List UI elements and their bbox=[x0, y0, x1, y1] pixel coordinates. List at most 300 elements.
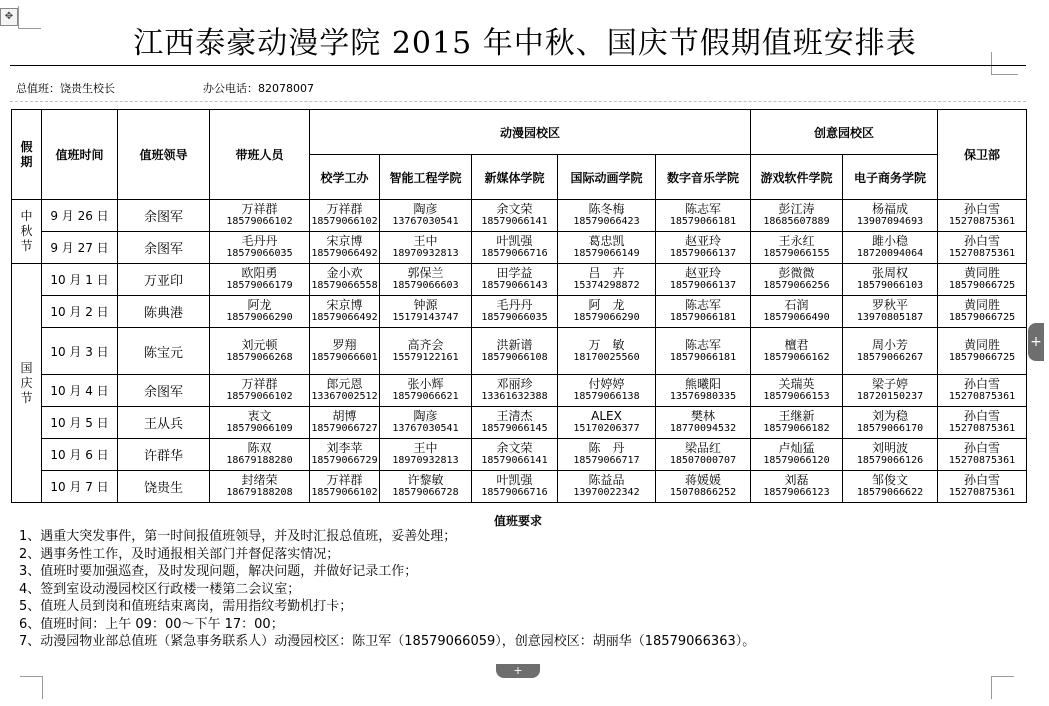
person-phone: 18579066716 bbox=[481, 487, 548, 498]
person-phone: 15270875361 bbox=[948, 423, 1016, 434]
person-phone: 18579066725 bbox=[948, 351, 1016, 363]
person-name: 陈志军 bbox=[684, 337, 721, 352]
person-name: 孙白雪 bbox=[964, 202, 1001, 216]
person-name: 叶凯强 bbox=[496, 473, 533, 487]
duty-cell bbox=[472, 232, 558, 264]
duty-cell bbox=[843, 200, 938, 232]
person-name: 万祥群 bbox=[241, 202, 278, 216]
duty-cell bbox=[472, 328, 558, 375]
person-phone: 18579066137 bbox=[669, 248, 737, 259]
duty-cell bbox=[656, 296, 751, 328]
person-name: 洪新谱 bbox=[496, 337, 533, 352]
schedule-body bbox=[12, 200, 1027, 503]
requirement-item: 3、值班时要加强巡查，及时发现问题，解决问题，并做好记录工作； bbox=[19, 564, 418, 579]
person-phone: 18579066603 bbox=[392, 280, 459, 291]
duty-cell bbox=[938, 375, 1027, 407]
person-name: 邹俊文 bbox=[872, 473, 909, 487]
duty-cell bbox=[751, 471, 843, 503]
person-phone: 18579066179 bbox=[226, 280, 293, 291]
person-phone: 18579066601 bbox=[311, 351, 378, 363]
header-time: 值班时间 bbox=[42, 110, 118, 200]
duty-cell bbox=[310, 375, 380, 407]
person-phone: 18579066729 bbox=[311, 455, 378, 466]
person-name: 梁品红 bbox=[684, 441, 721, 455]
person-name: 吕 卉 bbox=[588, 266, 625, 280]
table-row bbox=[12, 200, 1027, 232]
duty-cell bbox=[751, 328, 843, 375]
person-name: 雎小稳 bbox=[872, 234, 909, 248]
duty-cell bbox=[938, 296, 1027, 328]
person-phone: 18579066621 bbox=[392, 391, 459, 402]
person-name: 刘李苹 bbox=[326, 441, 363, 455]
person-name: 梁子婷 bbox=[872, 377, 909, 391]
requirements-list bbox=[19, 528, 755, 651]
info-divider bbox=[10, 101, 1026, 102]
person-name: 万祥群 bbox=[241, 377, 278, 391]
person-name: 许黎敏 bbox=[407, 473, 444, 487]
person-name: 余文荣 bbox=[496, 441, 533, 455]
duty-cell bbox=[656, 200, 751, 232]
title-divider bbox=[10, 65, 1026, 66]
person-phone: 18579066181 bbox=[669, 351, 737, 363]
duty-cell bbox=[938, 328, 1027, 375]
table-row bbox=[12, 264, 1027, 296]
duty-cell bbox=[751, 296, 843, 328]
duty-leader: 余图军 bbox=[118, 375, 210, 407]
person-name: 付婷婷 bbox=[588, 377, 625, 391]
person-phone: 18679188208 bbox=[226, 487, 293, 498]
duty-cell bbox=[656, 328, 751, 375]
requirements-title: 值班要求 bbox=[493, 514, 542, 528]
person-name: 黄同胜 bbox=[964, 266, 1001, 280]
person-name: 阿龙 bbox=[247, 298, 272, 312]
person-name: 宋京博 bbox=[326, 298, 363, 312]
person-name: 彭江涛 bbox=[778, 202, 815, 216]
duty-cell bbox=[938, 407, 1027, 439]
person-name: 王永红 bbox=[778, 234, 815, 248]
duty-cell bbox=[656, 232, 751, 264]
duty-cell bbox=[472, 375, 558, 407]
duty-leader: 王从兵 bbox=[118, 407, 210, 439]
duty-cell bbox=[310, 407, 380, 439]
duty-cell bbox=[472, 264, 558, 296]
person-name: 熊曦阳 bbox=[684, 377, 721, 391]
person-phone: 18579066423 bbox=[573, 216, 640, 227]
move-handle-icon[interactable]: ✥ bbox=[0, 8, 18, 26]
person-phone: 18679188280 bbox=[226, 455, 293, 466]
person-name: 阿 龙 bbox=[588, 298, 625, 312]
person-name: 毛丹丹 bbox=[496, 298, 533, 312]
staff-cell bbox=[210, 471, 310, 503]
duty-cell bbox=[558, 439, 656, 471]
page-title: 江西泰豪动漫学院 2015 年中秋、国庆节假期值班安排表 bbox=[133, 26, 917, 61]
person-name: 陶彦 bbox=[413, 202, 438, 216]
person-phone: 18579066102 bbox=[311, 216, 378, 227]
duty-leader: 陈典港 bbox=[118, 296, 210, 328]
header-dept: 电子商务学院 bbox=[843, 155, 938, 200]
header-security: 保卫部 bbox=[938, 110, 1027, 200]
table-row bbox=[12, 232, 1027, 264]
person-phone: 18579066141 bbox=[481, 216, 548, 227]
person-name: 孙白雪 bbox=[964, 473, 1001, 487]
duty-cell bbox=[938, 471, 1027, 503]
person-name: 陈益品 bbox=[588, 473, 625, 487]
person-phone: 18579066145 bbox=[481, 423, 548, 434]
person-name: 黄同胜 bbox=[964, 298, 1001, 312]
person-phone: 18579066102 bbox=[311, 487, 378, 498]
person-name: 罗秋平 bbox=[872, 298, 909, 312]
person-phone: 15270875361 bbox=[948, 391, 1016, 402]
staff-cell bbox=[210, 232, 310, 264]
person-name: 关瑞英 bbox=[778, 377, 815, 391]
duty-cell bbox=[558, 232, 656, 264]
person-phone: 18579066181 bbox=[669, 216, 737, 227]
person-phone: 18685607889 bbox=[763, 216, 830, 227]
duty-cell bbox=[558, 407, 656, 439]
person-phone: 18579066108 bbox=[481, 351, 548, 363]
duty-date: 10 月 6 日 bbox=[42, 439, 118, 471]
duty-cell bbox=[310, 439, 380, 471]
person-name: 毛丹丹 bbox=[241, 234, 278, 248]
person-phone: 18579066143 bbox=[481, 280, 548, 291]
duty-cell bbox=[843, 375, 938, 407]
duty-cell bbox=[656, 375, 751, 407]
person-phone: 18579066492 bbox=[311, 312, 378, 323]
duty-cell bbox=[380, 328, 472, 375]
duty-date: 10 月 2 日 bbox=[42, 296, 118, 328]
duty-cell bbox=[380, 439, 472, 471]
duty-cell bbox=[472, 407, 558, 439]
staff-cell bbox=[210, 328, 310, 375]
staff-cell bbox=[210, 264, 310, 296]
duty-cell bbox=[843, 264, 938, 296]
person-name: 葛忠凯 bbox=[588, 234, 625, 248]
person-name: 张小辉 bbox=[407, 377, 444, 391]
duty-cell bbox=[472, 296, 558, 328]
requirement-item: 6、值班时间：上午 09：00～下午 17：00； bbox=[19, 616, 284, 632]
duty-leader: 余图军 bbox=[118, 232, 210, 264]
duty-cell bbox=[558, 264, 656, 296]
duty-date: 10 月 3 日 bbox=[42, 328, 118, 375]
person-phone: 15270875361 bbox=[948, 216, 1016, 227]
person-name: 孙白雪 bbox=[964, 409, 1001, 423]
person-name: 赵亚玲 bbox=[684, 234, 721, 248]
person-name: 陈冬梅 bbox=[588, 202, 625, 216]
duty-cell bbox=[380, 407, 472, 439]
person-phone: 18579066725 bbox=[948, 280, 1016, 291]
person-name: 石润 bbox=[784, 298, 809, 312]
duty-cell bbox=[310, 232, 380, 264]
person-name: 周小芳 bbox=[872, 337, 909, 352]
holiday-mid-autumn: 中 秋 节 bbox=[12, 200, 42, 264]
header-dept: 游戏软件学院 bbox=[751, 155, 843, 200]
duty-date: 9 月 27 日 bbox=[42, 232, 118, 264]
person-phone: 18579066153 bbox=[763, 391, 830, 402]
person-name: 王中 bbox=[413, 441, 438, 455]
person-name: 蒋媛媛 bbox=[684, 473, 721, 487]
header-holiday: 假 期 bbox=[12, 110, 42, 200]
person-phone: 18579066102 bbox=[226, 391, 293, 402]
expand-bottom-icon[interactable]: + bbox=[496, 664, 540, 678]
person-name: 樊林 bbox=[690, 409, 715, 423]
person-phone: 13576980335 bbox=[669, 391, 737, 402]
person-phone: 13767030541 bbox=[392, 423, 459, 434]
person-phone: 13361632388 bbox=[481, 391, 548, 402]
person-name: 高齐会 bbox=[407, 337, 444, 352]
duty-cell bbox=[751, 200, 843, 232]
duty-cell bbox=[558, 375, 656, 407]
person-phone: 18579066490 bbox=[763, 312, 830, 323]
person-phone: 18579066725 bbox=[948, 312, 1016, 323]
header-leader: 值班领导 bbox=[118, 110, 210, 200]
duty-cell bbox=[558, 296, 656, 328]
person-phone: 18579066126 bbox=[856, 455, 924, 466]
person-name: 孙白雪 bbox=[964, 377, 1001, 391]
duty-cell bbox=[380, 232, 472, 264]
person-phone: 18579066181 bbox=[669, 312, 737, 323]
duty-cell bbox=[843, 232, 938, 264]
person-name: 陶彦 bbox=[413, 409, 438, 423]
person-phone: 18579066102 bbox=[226, 216, 293, 227]
person-phone: 18579066268 bbox=[226, 351, 293, 363]
person-phone: 13767030541 bbox=[392, 216, 459, 227]
duty-cell bbox=[843, 296, 938, 328]
person-phone: 18579066120 bbox=[763, 455, 830, 466]
person-phone: 13970805187 bbox=[856, 312, 924, 323]
header-campus-creative: 创意园校区 bbox=[751, 110, 938, 155]
person-name: 衷文 bbox=[247, 409, 272, 423]
header-dept: 校学工办 bbox=[310, 155, 380, 200]
duty-cell bbox=[558, 471, 656, 503]
page-corner-mark bbox=[991, 676, 1014, 699]
duty-cell bbox=[656, 264, 751, 296]
table-row bbox=[12, 328, 1027, 375]
person-name: 钟源 bbox=[413, 298, 438, 312]
person-phone: 18579066728 bbox=[392, 487, 459, 498]
person-name: 万 敏 bbox=[588, 337, 625, 352]
person-name: 宋京博 bbox=[326, 234, 363, 248]
duty-cell bbox=[751, 264, 843, 296]
person-phone: 18507000707 bbox=[669, 455, 737, 466]
duty-cell bbox=[938, 232, 1027, 264]
person-name: 王继新 bbox=[778, 409, 815, 423]
person-name: 万祥群 bbox=[326, 202, 363, 216]
person-phone: 18579066727 bbox=[311, 423, 378, 434]
header-dept: 新媒体学院 bbox=[472, 155, 558, 200]
duty-cell bbox=[938, 264, 1027, 296]
duty-cell bbox=[310, 471, 380, 503]
duty-date: 10 月 5 日 bbox=[42, 407, 118, 439]
person-phone: 18579066137 bbox=[669, 280, 737, 291]
person-phone: 18579066103 bbox=[856, 280, 924, 291]
person-name: 檀君 bbox=[784, 337, 809, 352]
person-name: 陈志军 bbox=[684, 202, 721, 216]
staff-cell bbox=[210, 200, 310, 232]
duty-cell bbox=[751, 375, 843, 407]
person-name: 余文荣 bbox=[496, 202, 533, 216]
person-name: 刘为稳 bbox=[872, 409, 909, 423]
duty-cell bbox=[843, 407, 938, 439]
duty-leader: 万亚印 bbox=[118, 264, 210, 296]
person-name: 孙白雪 bbox=[964, 234, 1001, 248]
staff-cell bbox=[210, 375, 310, 407]
header-campus-animation: 动漫园校区 bbox=[310, 110, 751, 155]
person-phone: 18579066035 bbox=[226, 248, 293, 259]
person-name: 赵亚玲 bbox=[684, 266, 721, 280]
page-corner-mark bbox=[20, 676, 43, 699]
person-name: 王清杰 bbox=[496, 409, 533, 423]
person-phone: 13970022342 bbox=[573, 487, 640, 498]
person-name: 封绪荣 bbox=[241, 473, 278, 487]
duty-cell bbox=[310, 264, 380, 296]
person-name: 郎元恩 bbox=[326, 377, 363, 391]
person-phone: 18579066035 bbox=[481, 312, 548, 323]
person-name: 邓丽珍 bbox=[496, 377, 533, 391]
duty-leader: 余图军 bbox=[118, 200, 210, 232]
duty-cell bbox=[843, 471, 938, 503]
header-dept: 国际动画学院 bbox=[558, 155, 656, 200]
person-name: 郭保兰 bbox=[407, 266, 444, 280]
person-phone: 18579066155 bbox=[763, 248, 830, 259]
person-phone: 18579066182 bbox=[763, 423, 830, 434]
person-phone: 15579122161 bbox=[392, 351, 459, 363]
expand-right-icon[interactable]: + bbox=[1028, 323, 1044, 361]
duty-cell bbox=[656, 407, 751, 439]
duty-cell bbox=[310, 200, 380, 232]
staff-cell bbox=[210, 296, 310, 328]
header-dept: 智能工程学院 bbox=[380, 155, 472, 200]
duty-date: 10 月 4 日 bbox=[42, 375, 118, 407]
person-name: 金小欢 bbox=[326, 266, 363, 280]
duty-cell bbox=[938, 200, 1027, 232]
office-phone: 办公电话：82078007 bbox=[203, 82, 314, 95]
person-phone: 15270875361 bbox=[948, 248, 1016, 259]
person-phone: 18720150237 bbox=[856, 391, 924, 402]
duty-cell bbox=[843, 328, 938, 375]
duty-cell bbox=[380, 264, 472, 296]
person-name: 卢灿猛 bbox=[778, 441, 815, 455]
staff-cell bbox=[210, 439, 310, 471]
person-phone: 18579066716 bbox=[481, 248, 548, 259]
person-phone: 18579066256 bbox=[763, 280, 830, 291]
person-phone: 15179143747 bbox=[392, 312, 459, 323]
requirement-item: 1、遇重大突发事件，第一时间报值班领导，并及时汇报总值班，妥善处理； bbox=[19, 529, 457, 544]
duty-cell bbox=[472, 439, 558, 471]
duty-cell bbox=[380, 471, 472, 503]
person-name: 田学益 bbox=[496, 266, 533, 280]
duty-leader: 许群华 bbox=[118, 439, 210, 471]
person-name: 王中 bbox=[413, 234, 438, 248]
holiday-national-day: 国 庆 节 bbox=[12, 264, 42, 503]
table-row bbox=[12, 439, 1027, 471]
duty-cell bbox=[380, 296, 472, 328]
person-phone: 18579066149 bbox=[573, 248, 640, 259]
person-name: 张周权 bbox=[872, 266, 909, 280]
person-phone: 13907094693 bbox=[856, 216, 924, 227]
duty-cell bbox=[656, 439, 751, 471]
table-row bbox=[12, 407, 1027, 439]
duty-cell bbox=[558, 328, 656, 375]
person-name: 陈双 bbox=[247, 441, 272, 455]
person-phone: 18579066492 bbox=[311, 248, 378, 259]
duty-cell bbox=[938, 439, 1027, 471]
duty-date: 10 月 7 日 bbox=[42, 471, 118, 503]
person-name: 黄同胜 bbox=[964, 337, 1001, 352]
person-name: 叶凯强 bbox=[496, 234, 533, 248]
person-phone: 18579066162 bbox=[763, 351, 830, 363]
duty-date: 9 月 26 日 bbox=[42, 200, 118, 232]
duty-cell bbox=[656, 471, 751, 503]
header-staff: 带班人员 bbox=[210, 110, 310, 200]
person-phone: 15270875361 bbox=[948, 487, 1016, 498]
person-phone: 18170025560 bbox=[573, 351, 640, 363]
person-name: 刘磊 bbox=[784, 473, 809, 487]
person-phone: 15170206377 bbox=[573, 423, 640, 434]
person-name: 陈志军 bbox=[684, 298, 721, 312]
person-phone: 18579066141 bbox=[481, 455, 548, 466]
duty-cell bbox=[472, 200, 558, 232]
duty-schedule-table bbox=[11, 109, 1027, 503]
requirement-item: 2、遇事务性工作，及时通报相关部门并督促落实情况； bbox=[19, 546, 340, 562]
person-phone: 18579066558 bbox=[311, 280, 378, 291]
person-phone: 18579066622 bbox=[856, 487, 924, 498]
duty-cell bbox=[380, 375, 472, 407]
duty-cell bbox=[751, 232, 843, 264]
header-dept: 数字音乐学院 bbox=[656, 155, 751, 200]
table-row bbox=[12, 296, 1027, 328]
person-name: ALEX bbox=[591, 409, 622, 423]
duty-cell bbox=[558, 200, 656, 232]
person-name: 万祥群 bbox=[326, 473, 363, 487]
person-phone: 18579066717 bbox=[573, 455, 640, 466]
person-name: 彭微微 bbox=[778, 266, 815, 280]
person-phone: 13367002512 bbox=[311, 391, 378, 402]
requirement-item: 4、签到室设动漫园校区行政楼一楼第二会议室； bbox=[19, 581, 301, 597]
person-phone: 18579066123 bbox=[763, 487, 830, 498]
person-name: 刘元顿 bbox=[241, 337, 278, 352]
duty-cell bbox=[751, 439, 843, 471]
staff-cell bbox=[210, 407, 310, 439]
person-phone: 18970932813 bbox=[392, 248, 459, 259]
person-phone: 18579066267 bbox=[856, 351, 924, 363]
person-phone: 15070866252 bbox=[669, 487, 737, 498]
person-name: 杨福成 bbox=[872, 202, 909, 216]
person-phone: 18579066170 bbox=[856, 423, 924, 434]
requirement-item: 5、值班人员到岗和值班结束离岗，需用指纹考勤机打卡； bbox=[19, 599, 353, 614]
duty-date: 10 月 1 日 bbox=[42, 264, 118, 296]
person-phone: 18970932813 bbox=[392, 455, 459, 466]
person-name: 陈 丹 bbox=[588, 441, 625, 455]
duty-leader: 饶贵生 bbox=[118, 471, 210, 503]
person-phone: 18579066290 bbox=[226, 312, 293, 323]
duty-cell bbox=[310, 328, 380, 375]
person-phone: 18579066290 bbox=[573, 312, 640, 323]
chief-on-duty: 总值班：饶贵生校长 bbox=[16, 82, 115, 95]
person-phone: 18579066138 bbox=[573, 391, 640, 402]
person-phone: 18770094532 bbox=[669, 423, 737, 434]
duty-cell bbox=[843, 439, 938, 471]
requirement-item: 7、动漫园物业部总值班（紧急事务联系人）动漫园校区：陈卫军（18579066059），创意园校区：胡丽华（18579066363）。 bbox=[19, 634, 756, 649]
table-row bbox=[12, 471, 1027, 503]
duty-leader: 陈宝元 bbox=[118, 328, 210, 375]
duty-cell bbox=[380, 200, 472, 232]
table-row bbox=[12, 375, 1027, 407]
person-phone: 15270875361 bbox=[948, 455, 1016, 466]
person-name: 孙白雪 bbox=[964, 441, 1001, 455]
duty-cell bbox=[310, 296, 380, 328]
person-phone: 15374298872 bbox=[573, 280, 640, 291]
person-phone: 18720094064 bbox=[856, 248, 924, 259]
